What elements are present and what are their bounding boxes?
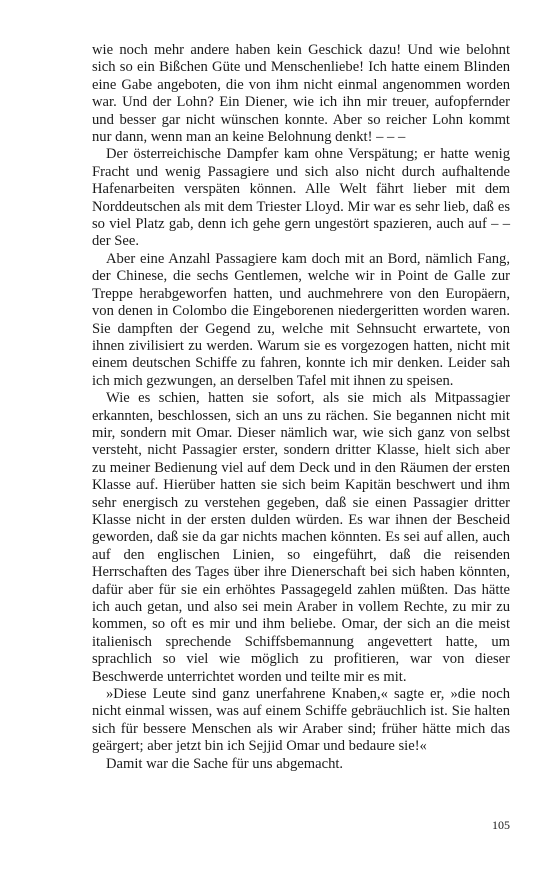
- page-number: 105: [492, 818, 510, 832]
- paragraph-4: Wie es schien, hatten sie sofort, als sie mich als Mitpassagier erkannten, beschlossen, sich an uns zu rächen. Sie begannen nicht mit mir, sondern mit Omar. Dieser nämlich war, wie sich ganz von selbst versteht, nicht Passagier erster, sondern dritter Klasse, hielt sich aber zu meiner Bedienung viel auf dem Deck und in den Räumen der ersten Klasse auf. Hierüber hatten sie sich beim Kapitän beschwert und ihm sehr energisch zu verstehen gegeben, daß sie einen Passagier dritter Klasse nicht in der ersten dulden würden. Es war ihnen der Bescheid geworden, daß sie da gar nichts machen könnten. Es sei auf allen, auch auf den englischen Linien, so eingeführt, daß die reisenden Herrschaften des Tages über ihre Dienerschaft bei sich haben könnten, dafür aber für sie ein erhöhtes Passagegeld zahlen müßten. Das hätte ich auch getan, und also sei mein Araber in vollem Rechte, zu mir zu kommen, so oft es mir und ihm beliebe. Omar, der sich an die meist italienisch sprechende Schiffsbemannung angevettert hatte, um sprachlich so viel wie möglich zu profitieren, war von dieser Beschwerde unterrichtet worden und teilte mir es mit.: [92, 390, 510, 685]
- paragraph-5: »Diese Leute sind ganz unerfahrene Knaben,« sagte er, »die noch nicht einmal wissen, was auf einem Schiffe gebräuchlich ist. Sie halten sich für bessere Menschen als wir Araber sind; früher hätte mich das geärgert; aber jetzt bin ich Sejjid Omar und bedaure sie!«: [92, 686, 510, 755]
- paragraph-3: Aber eine Anzahl Passagiere kam doch mit an Bord, nämlich Fang, der Chinese, die sechs Gentlemen, welche wir in Point de Galle zur Treppe herabgeworfen hatten, und auchmehrere von den Europäern, von denen in Colombo die Eingeborenen niedergeritten worden waren. Sie dampften der Gegend zu, welche mit Sehnsucht erwartete, von ihnen zivilisiert zu werden. Warum sie es vorgezogen hatten, nicht mit einem deutschen Schiffe zu fahren, konnte ich mir denken. Leider sah ich mich gezwungen, an derselben Tafel mit ihnen zu speisen.: [92, 250, 510, 389]
- paragraph-1: wie noch mehr andere haben kein Geschick dazu! Und wie belohnt sich so ein Bißchen Güte und Menschenliebe! Ich hatte einem Blinden eine Gabe angeboten, die von ihm nicht einmal angenommen worden war. Und der Lohn? Ein Diener, wie ich ihn mir treuer, aufopfernder und besser gar nicht wünschen konnte. Aber so reicher Lohn kommt nur dann, wenn man an keine Belohnung denkt! – – –: [92, 42, 510, 146]
- paragraph-6: Damit war die Sache für uns abgemacht.: [106, 755, 344, 772]
- page-body: [92, 42, 510, 773]
- paragraph-2: Der österreichische Dampfer kam ohne Verspätung; er hatte wenig Fracht und wenig Passagiere und sich also nicht durch aufhaltende Hafenarbeiten verspäten können. Alle Welt fährt lieber mit dem Norddeutschen als mit dem Triester Lloyd. Mir war es sehr lieb, daß es so viel Platz gab, denn ich gehe gern ungestört spazieren, auch auf – – der See.: [92, 146, 510, 250]
